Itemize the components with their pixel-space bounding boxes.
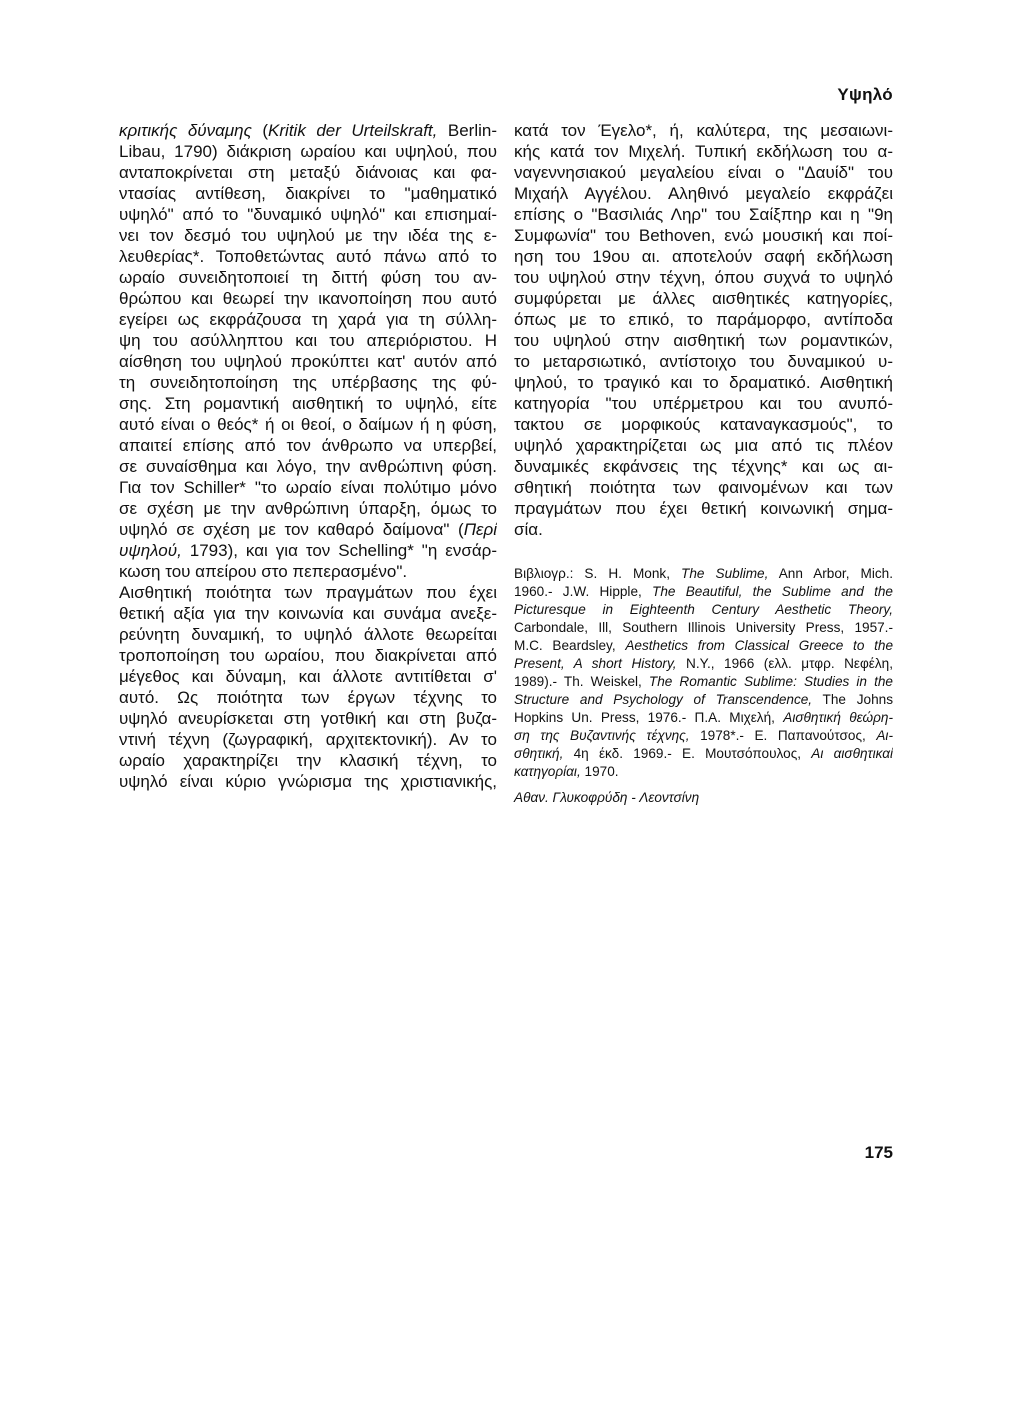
text-line <box>514 745 893 763</box>
text-line <box>514 519 893 540</box>
text-line <box>119 624 497 645</box>
paragraph <box>119 120 497 582</box>
text-line <box>119 330 497 351</box>
text-line <box>119 351 497 372</box>
text-line <box>119 519 497 540</box>
author-signature: Αθαν. Γλυκοφρύδη - Λεοντσίνη <box>514 790 700 805</box>
text-run: σθητική ποιότητα των φαινομένων και των <box>514 478 893 497</box>
text-line <box>119 477 497 498</box>
text-line <box>119 162 497 183</box>
text-run: ντασίας αντίθεση, διακρίνει το "μαθηματικό <box>119 184 497 203</box>
text-line <box>514 372 893 393</box>
text-line <box>514 351 893 372</box>
text-line <box>119 225 497 246</box>
text-run: υψηλό ανευρίσκεται στη γοτθική και στη βυζα- <box>119 709 497 728</box>
text-run: 1970. <box>580 764 619 779</box>
italic-text: The Beautiful, the Sublime and the <box>652 584 893 599</box>
text-run: σε σχέση με την ανθρώπινη ύπαρξη, όμως το <box>119 499 497 518</box>
text-run: Libau, 1790) διάκριση ωραίου και υψηλού, που <box>119 142 497 161</box>
text-run: συμφύρεται με άλλες αισθητικές κατηγορίες, <box>514 289 893 308</box>
text-line <box>119 120 497 141</box>
italic-text: Περί <box>463 520 497 539</box>
text-line <box>514 246 893 267</box>
text-line <box>514 477 893 498</box>
text-line <box>119 666 497 687</box>
text-run: υψηλό είναι κύριο γνώρισμα της χριστιανικής, <box>119 772 497 791</box>
text-line <box>514 330 893 351</box>
text-run: κωση του απείρου στο πεπερασμένο". <box>119 562 408 581</box>
italic-text: The Romantic Sublime: Studies in the <box>648 674 893 689</box>
text-line <box>514 709 893 727</box>
text-run: αίσθηση του υψηλού προκύπτει κατ' αυτόν από <box>119 352 497 371</box>
italic-text: Aesthetics from Classical Greece to the <box>625 638 893 653</box>
running-head: Υψηλό <box>837 85 893 104</box>
text-line <box>119 141 497 162</box>
text-run: 1960.- J.W. Hipple, <box>514 584 653 599</box>
text-run: όπως με το επικό, το παράμορφο, αντίποδα <box>514 310 893 329</box>
text-line <box>514 637 893 655</box>
text-line <box>514 414 893 435</box>
text-run: του υψηλού στην τέχνη, όπου συχνά το υψηλό <box>514 268 893 287</box>
italic-text: Structure and Psychology of Transcendence, <box>514 692 813 707</box>
text-line <box>514 691 893 709</box>
text-line <box>514 655 893 673</box>
text-run: σης. Στη ρομαντική αισθητική το υψηλό, είτε <box>119 394 497 413</box>
text-run: θρώπου και θεωρεί την ικανοποίηση που αυτό <box>119 289 497 308</box>
text-run: ναγεννησιακού μεγαλείου είναι ο "Δαυίδ" του <box>514 163 893 182</box>
text-line <box>514 393 893 414</box>
text-run: Carbondale, Ill, Southern Illinois University Press, 1957.- <box>514 620 893 635</box>
text-run: μέγεθος και δύναμη, και άλλοτε αντιτίθεται σ' <box>119 667 497 686</box>
text-run: λευθερίας*. Τοποθετώντας αυτό πάνω από το <box>119 247 497 266</box>
text-line <box>119 372 497 393</box>
text-run: τη συνειδητοποίηση της υπέρβασης της φύ- <box>119 373 497 392</box>
text-run: Hopkins Un. Press, 1976.- Π.Α. Μιχελή, <box>514 710 784 725</box>
italic-text: Αι- <box>876 728 893 743</box>
text-line <box>514 267 893 288</box>
text-run: 1978*.- Ε. Παπανούτσος, <box>689 728 877 743</box>
text-line <box>119 435 497 456</box>
text-run: νει τον δεσμό του υψηλού με την ιδέα της ε- <box>119 226 497 245</box>
text-line <box>119 771 497 792</box>
text-line <box>119 204 497 225</box>
text-run: ρεύνητη δυναμική, το υψηλό άλλοτε θεωρείται <box>119 625 497 644</box>
text-run: Ann Arbor, Mich. <box>768 566 893 581</box>
text-line <box>514 435 893 456</box>
text-line <box>514 583 893 601</box>
text-run: Berlin- <box>437 121 497 140</box>
text-line <box>514 162 893 183</box>
text-line <box>119 309 497 330</box>
italic-text: Present, A short History, <box>514 656 677 671</box>
text-line <box>119 729 497 750</box>
text-line <box>514 141 893 162</box>
text-run: εγείρει ως εκφράζουσα τη χαρά για τη σύλλη- <box>119 310 497 329</box>
right-column <box>514 120 893 807</box>
text-run: απαιτεί επίσης από τον άνθρωπο να υπερβεί, <box>119 436 497 455</box>
italic-text: Kritik der Urteilskraft, <box>268 121 438 140</box>
text-line <box>119 456 497 477</box>
text-line <box>514 601 893 619</box>
text-run: The Johns <box>812 692 893 707</box>
text-run: ηση του 19ου αι. αποτελούν σαφή εκδήλωση <box>514 247 893 266</box>
text-run: N.Y., 1966 (ελλ. μτφρ. Νεφέλη, <box>676 656 893 671</box>
text-run: υψηλό χαρακτηρίζεται ως μια από τις πλέον <box>514 436 893 455</box>
text-run: αυτό. Ως ποιότητα των έργων τέχνης το <box>119 688 497 707</box>
text-line <box>514 456 893 477</box>
italic-text: Αι αισθητικαί <box>811 746 893 761</box>
italic-text: Picturesque in Eighteenth Century Aesthetic Theory, <box>514 602 893 617</box>
text-line <box>514 309 893 330</box>
left-column <box>119 120 497 792</box>
text-line <box>514 565 893 583</box>
text-run: ωραίο χαρακτηρίζει την κλασική τέχνη, το <box>119 751 497 770</box>
text-line <box>514 673 893 691</box>
text-run: Αισθητική ποιότητα των πραγμάτων που έχει <box>119 583 497 602</box>
text-line <box>119 498 497 519</box>
text-line <box>514 763 893 781</box>
text-run: 4η έκδ. 1969.- Ε. Μουτσόπουλος, <box>563 746 812 761</box>
text-run: ντινή τέχνη (ζωγραφική, αρχιτεκτονική). Αν το <box>119 730 497 749</box>
page-number: 175 <box>864 1143 893 1162</box>
text-line <box>119 750 497 771</box>
text-line <box>514 288 893 309</box>
text-run: ψη του ασύλληπτου και του απεριόριστου. Η <box>119 331 497 350</box>
text-run: κατά τον Έγελο*, ή, καλύτερα, της μεσαιωνι- <box>514 121 893 140</box>
text-line <box>514 183 893 204</box>
text-run: κής κατά τον Μιχελή. Τυπική εκδήλωση του α- <box>514 142 893 161</box>
italic-text: ση της Βυζαντινής τέχνης, <box>514 728 690 743</box>
italic-text: υψηλού, <box>119 541 182 560</box>
text-run: ψηλού, το τραγικό και το δραματικό. Αισθητική <box>514 373 893 392</box>
text-run: ωραίο συνειδητοποιεί τη διττή φύση του αν- <box>119 268 497 287</box>
text-line <box>119 603 497 624</box>
text-line <box>119 246 497 267</box>
text-run: σε συναίσθημα και λόγο, την ανθρώπινη φύση. <box>119 457 497 476</box>
text-line <box>514 120 893 141</box>
text-line <box>119 561 497 582</box>
italic-text: Αισθητική θεώρη- <box>783 710 893 725</box>
text-run: πραγμάτων που έχει θετική κοινωνική σημα- <box>514 499 893 518</box>
text-line <box>514 727 893 745</box>
bibliography <box>514 565 893 781</box>
text-line <box>514 619 893 637</box>
italic-text: κριτικής δύναμης <box>119 121 252 140</box>
text-run: 1989).- Th. Weiskel, <box>514 674 649 689</box>
text-line <box>514 498 893 519</box>
text-run: θετική αξία για την κοινωνία και συνάμα ανεξε- <box>119 604 497 623</box>
text-run: τροποποίηση του ωραίου, που διακρίνεται από <box>119 646 497 665</box>
text-run: Για τον Schiller* "το ωραίο είναι πολύτιμο μόνο <box>119 478 497 497</box>
text-run: κατηγορία "του υπέρμετρου και του ανυπό- <box>514 394 893 413</box>
text-run: το μεταρσιωτικό, αντίστοιχο του δυναμικού υ- <box>514 352 893 371</box>
text-run: επίσης ο "Βασιλιάς Ληρ" του Σαίξπηρ και η "9η <box>514 205 893 224</box>
text-run: Βιβλιογρ.: S. H. Monk, <box>514 566 682 581</box>
text-run: υψηλό σε σχέση με τον καθαρό δαίμονα" ( <box>119 520 464 539</box>
text-line <box>514 204 893 225</box>
text-line <box>119 687 497 708</box>
text-line <box>119 582 497 603</box>
text-line <box>119 183 497 204</box>
text-run: τακτου σε μορφικούς καταναγκασμούς", το <box>514 415 893 434</box>
text-line <box>514 225 893 246</box>
text-run: ( <box>251 121 269 140</box>
text-line <box>119 540 497 561</box>
text-run: 1793), και για τον Schelling* "η ενσάρ- <box>181 541 497 560</box>
text-run: ανταποκρίνεται στη μεταξύ διάνοιας και φα- <box>119 163 497 182</box>
text-line <box>119 414 497 435</box>
text-line <box>119 288 497 309</box>
italic-text: κατηγορίαι, <box>514 764 581 779</box>
text-run: Συμφωνία" του Bethoven, ενώ μουσική και ποί- <box>514 226 893 245</box>
paragraph <box>514 120 893 540</box>
text-run: αυτό είναι ο θεός* ή οι θεοί, ο δαίμων ή η φύση, <box>119 415 497 434</box>
text-run: υψηλό" από το "δυναμικό υψηλό" και επισημαί- <box>119 205 497 224</box>
text-line <box>119 393 497 414</box>
italic-text: σθητική, <box>514 746 564 761</box>
italic-text: The Sublime, <box>681 566 769 581</box>
text-line <box>119 267 497 288</box>
text-line <box>119 645 497 666</box>
text-run: του υψηλού στην αισθητική των ρομαντικών, <box>514 331 893 350</box>
text-line <box>119 708 497 729</box>
text-run: Μιχαήλ Αγγέλου. Αληθινό μεγαλείο εκφράζει <box>514 184 893 203</box>
text-run: δυναμικές εκφάνσεις της τέχνης* και ως αι- <box>514 457 893 476</box>
paragraph <box>119 582 497 792</box>
text-run: σία. <box>514 520 543 539</box>
text-run: M.C. Beardsley, <box>514 638 626 653</box>
